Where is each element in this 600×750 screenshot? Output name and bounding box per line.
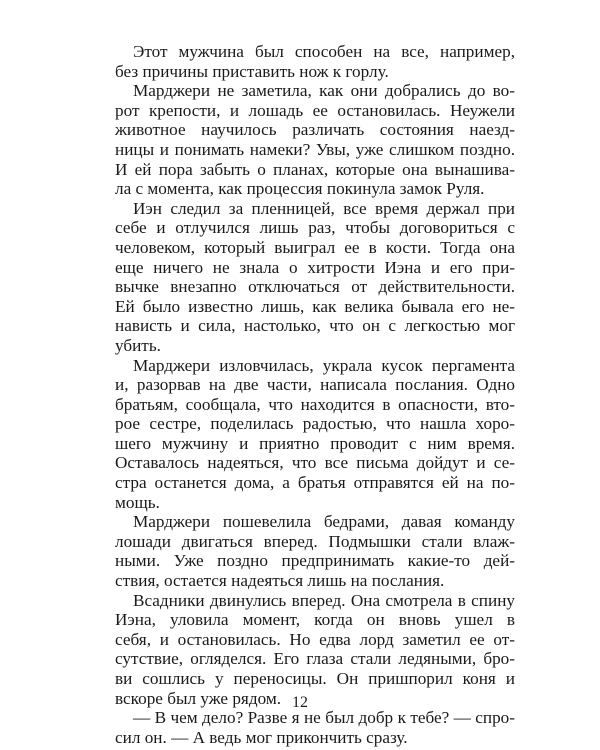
- text-line: животное научилось различать состояния наезд-: [115, 120, 515, 140]
- paragraph: [115, 199, 515, 356]
- text-line: Марджери изловчилась, украла кусок пергамента: [133, 355, 515, 375]
- text-line: И ей пора забыть о планах, которые она вынашива-: [115, 159, 515, 179]
- text-line: Иэна, уловила момент, когда он вновь ушел в: [115, 610, 515, 630]
- text-line: Оставалось надеяться, что все письма дойдут и се-: [115, 453, 515, 473]
- paragraph: [115, 591, 515, 709]
- paragraph: [115, 708, 515, 747]
- text-line: сутствие, огляделся. Его глаза стали ледяными, бро-: [115, 649, 515, 669]
- text-line: себя, и остановилась. Но едва лорд заметил ее от-: [115, 629, 515, 649]
- paragraph: [115, 81, 515, 199]
- text-line: и, разорвав на две части, написала послания. Одно: [115, 375, 515, 395]
- paragraph: [115, 512, 515, 590]
- text-line: еще ничего не знала о хитрости Иэна и его при-: [115, 257, 515, 277]
- text-line: человеком, который выиграл ее в кости. Тогда она: [115, 237, 515, 257]
- text-line: нависть и сила, настолько, что он с легкостью мог: [115, 316, 515, 336]
- text-line: вскоре был уже рядом.: [115, 688, 282, 708]
- text-line: Марджери пошевелила бедрами, давая команду: [133, 512, 515, 532]
- body-text: [115, 42, 515, 747]
- text-line: Марджери не заметила, как они добрались до во-: [133, 81, 515, 101]
- text-line: шего мужчину и приятно проводит с ним время.: [115, 433, 515, 453]
- text-line: без причины приставить нож к горлу.: [115, 61, 389, 81]
- page-number: 12: [292, 694, 308, 711]
- text-line: убить.: [115, 335, 161, 355]
- text-line: братьям, сообщала, что находится в опасности, вто-: [115, 394, 515, 414]
- text-line: Ей было известно лишь, как велика бывала его не-: [115, 296, 515, 316]
- text-line: себе и отлучился лишь раз, чтобы договориться с: [115, 218, 515, 238]
- text-line: сил он. — А ведь мог прикончить сразу.: [115, 727, 408, 747]
- text-line: лошади двигаться вперед. Подмышки стали влаж-: [115, 531, 515, 551]
- text-line: Этот мужчина был способен на все, например,: [133, 42, 515, 61]
- text-line: ствия, остается надеяться лишь на послания.: [115, 571, 445, 591]
- paragraph: [115, 42, 515, 81]
- text-line: Всадники двинулись вперед. Она смотрела в спину: [133, 590, 515, 610]
- text-line: ными. Уже поздно предпринимать какие-то дей-: [115, 551, 515, 571]
- text-line: вычке внезапно отключаться от действительности.: [115, 277, 515, 297]
- text-line: рот крепости, и лошадь ее остановилась. Неужели: [115, 100, 515, 120]
- text-line: мощь.: [115, 492, 160, 512]
- text-line: рое сестре, поделилась радостью, что нашла хоро-: [115, 414, 515, 434]
- paragraph: [115, 356, 515, 513]
- text-line: — В чем дело? Разве я не был добр к тебе? — спро-: [133, 708, 515, 728]
- text-line: стра останется дома, а братья отправятся ей на по-: [115, 473, 515, 493]
- text-line: ла с момента, как процессия покинула замок Руля.: [115, 179, 485, 199]
- text-line: ви сошлись у переносицы. Он пришпорил коня и: [115, 669, 515, 688]
- text-line: ницы и понимать намеки? Увы, уже слишком поздно.: [115, 139, 515, 159]
- text-line: Иэн следил за пленницей, все время держал при: [133, 198, 515, 218]
